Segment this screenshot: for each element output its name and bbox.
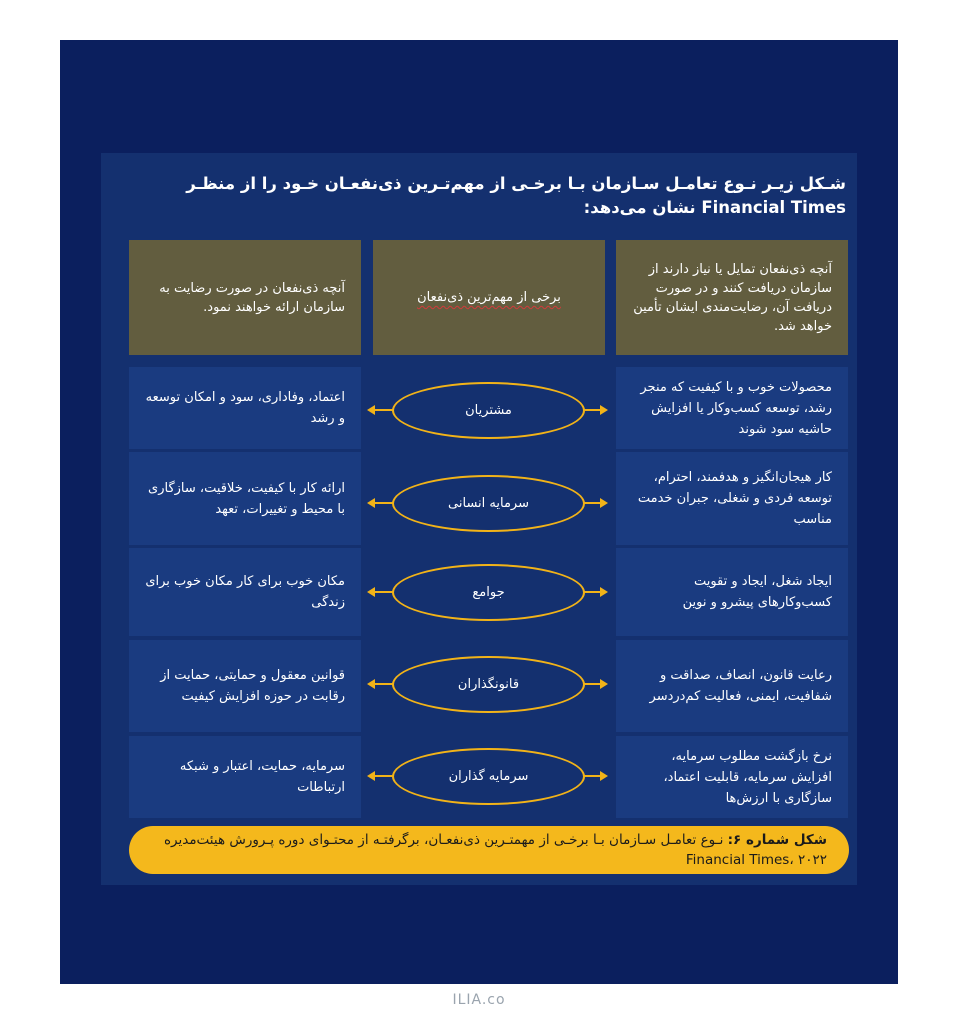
arrow-right-icon [600, 587, 608, 597]
stakeholder-oval-human-capital [392, 475, 585, 532]
stakeholder-label: مشتریان [465, 403, 512, 418]
row-5-give [129, 736, 361, 818]
stakeholder-label: سرمایه گذاران [448, 769, 529, 784]
arrow-line [372, 502, 394, 504]
row-3-give-text: مکان خوب برای کار مکان خوب برای زندگی [145, 574, 345, 610]
footer-brand: ILIA.co [452, 992, 506, 1008]
arrow-line [372, 775, 394, 777]
row-4-receive [616, 640, 848, 732]
row-2-give-text: ارائه کار با کیفیت، خلاقیت، سازگاری با محیط و تغییرات، تعهد [148, 480, 345, 517]
arrow-right-icon [600, 679, 608, 689]
row-5-receive-text: نرخ بازگشت مطلوب سرمایه، افزایش سرمایه، قابلیت اعتماد، سازگاری با ارزش‌ها [663, 748, 832, 806]
row-3-receive-text: ایجاد شغل، ایجاد و تقویت کسب‌وکارهای پیشرو و نوین [682, 574, 832, 610]
header-stakeholders [373, 240, 605, 355]
row-1-give-text: اعتماد، وفاداری، سود و امکان توسعه و رشد [145, 390, 345, 426]
stakeholder-oval-customers [392, 382, 585, 439]
header-receive [616, 240, 848, 355]
row-4-give-text: قوانین معقول و حمایتی، حمایت از رقابت در حوزه افزایش کیفیت [160, 668, 345, 704]
row-4-give [129, 640, 361, 732]
arrow-right-icon [600, 771, 608, 781]
row-3-receive [616, 548, 848, 636]
row-1-receive [616, 367, 848, 449]
row-1-give [129, 367, 361, 449]
stakeholder-label: قانونگذاران [457, 677, 520, 692]
header-stakeholders-text: برخی از مهم‌ترین ذی‌نفعان [417, 290, 561, 305]
row-3-give [129, 548, 361, 636]
stakeholder-label: سرمایه انسانی [448, 496, 529, 511]
caption-label: شکل شماره ۶: [727, 832, 827, 848]
arrow-right-icon [600, 405, 608, 415]
arrow-right-icon [600, 498, 608, 508]
row-5-receive [616, 736, 848, 818]
page-title: شـکل زیـر نـوع تعامـل سـازمان بـا برخـی از مهم‌تـرین ذی‌نفعـان خـود را از منظـر Financial Times نشان می‌دهد: [186, 174, 846, 217]
stakeholder-oval-regulators [392, 656, 585, 713]
row-2-give [129, 452, 361, 545]
stakeholder-label: جوامع [472, 585, 505, 600]
caption-text: نـوع تعامـل سـازمان بـا برخـی از مهمتـرین ذی‌نفعـان، برگرفتـه از محتـوای دوره پـرورش هیئت‌مدیره Financial Times، ۲۰۲۲ [163, 832, 827, 868]
stakeholder-oval-communities [392, 564, 585, 621]
stakeholder-oval-investors [392, 748, 585, 805]
header-give-text: آنچه ذی‌نفعان در صورت رضایت به سازمان ارائه خواهند نمود. [159, 280, 345, 315]
header-give [129, 240, 361, 355]
arrow-line [372, 591, 394, 593]
row-2-receive [616, 452, 848, 545]
figure-caption [129, 826, 849, 874]
arrow-line [372, 683, 394, 685]
header-receive-text: آنچه ذی‌نفعان تمایل یا نیاز دارند از سازمان دریافت کنند و در صورت دریافت آن، رضایت‌مندی ایشان تأمین خواهد شد. [633, 261, 832, 334]
row-1-receive-text: محصولات خوب و با کیفیت که منجر رشد، توسعه کسب‌وکار یا افزایش حاشیه سود شوند [640, 379, 832, 437]
arrow-line [372, 409, 394, 411]
row-4-receive-text: رعایت قانون، انصاف، صداقت و شفافیت، ایمنی، فعالیت کم‌دردسر [649, 668, 832, 704]
row-2-receive-text: کار هیجان‌انگیز و هدفمند، احترام، توسعه فردی و شغلی، جبران خدمت مناسب [637, 470, 832, 527]
row-5-give-text: سرمایه، حمایت، اعتبار و شبکه ارتباطات [179, 759, 345, 795]
